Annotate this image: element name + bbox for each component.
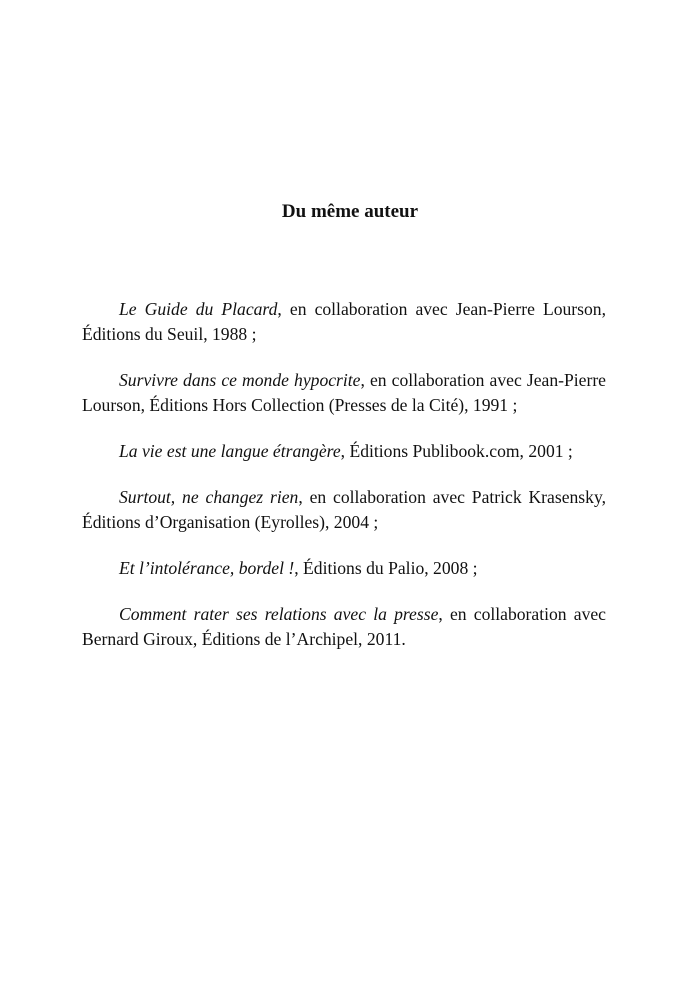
book-details: , en collaboration avec Jean-Pierre Lourson, Éditions du Seuil, 1988 ; <box>82 299 606 344</box>
bibliography-entry <box>82 602 606 652</box>
book-details: , en collaboration avec Bernard Giroux, Éditions de l’Archipel, 2011. <box>82 604 606 649</box>
book-title: Survivre dans ce monde hypocrite <box>119 370 361 390</box>
book-details: , Éditions Publibook.com, 2001 ; <box>340 441 573 461</box>
book-title: Le Guide du Placard <box>119 299 278 319</box>
book-details: , en collaboration avec Patrick Krasensky, Éditions d’Organisation (Eyrolles), 2004 ; <box>82 487 606 532</box>
book-title: Surtout, ne changez rien <box>119 487 299 507</box>
bibliography-entry <box>82 556 606 581</box>
bibliography-entry <box>82 485 606 535</box>
page-title: Du même auteur <box>281 201 419 222</box>
bibliography-entry <box>82 368 606 418</box>
book-title: Et l’intolérance, bordel ! <box>119 558 295 578</box>
book-title: La vie est une langue étrangère <box>119 441 341 461</box>
book-title: Comment rater ses relations avec la presse <box>119 604 439 624</box>
book-details: , Éditions du Palio, 2008 ; <box>294 558 478 578</box>
bibliography-entry <box>82 439 606 464</box>
book-details: , en collaboration avec Jean-Pierre Lourson, Éditions Hors Collection (Presses de la Cité), 1991 ; <box>82 370 606 415</box>
bibliography-list <box>82 297 606 673</box>
bibliography-entry <box>82 297 606 347</box>
